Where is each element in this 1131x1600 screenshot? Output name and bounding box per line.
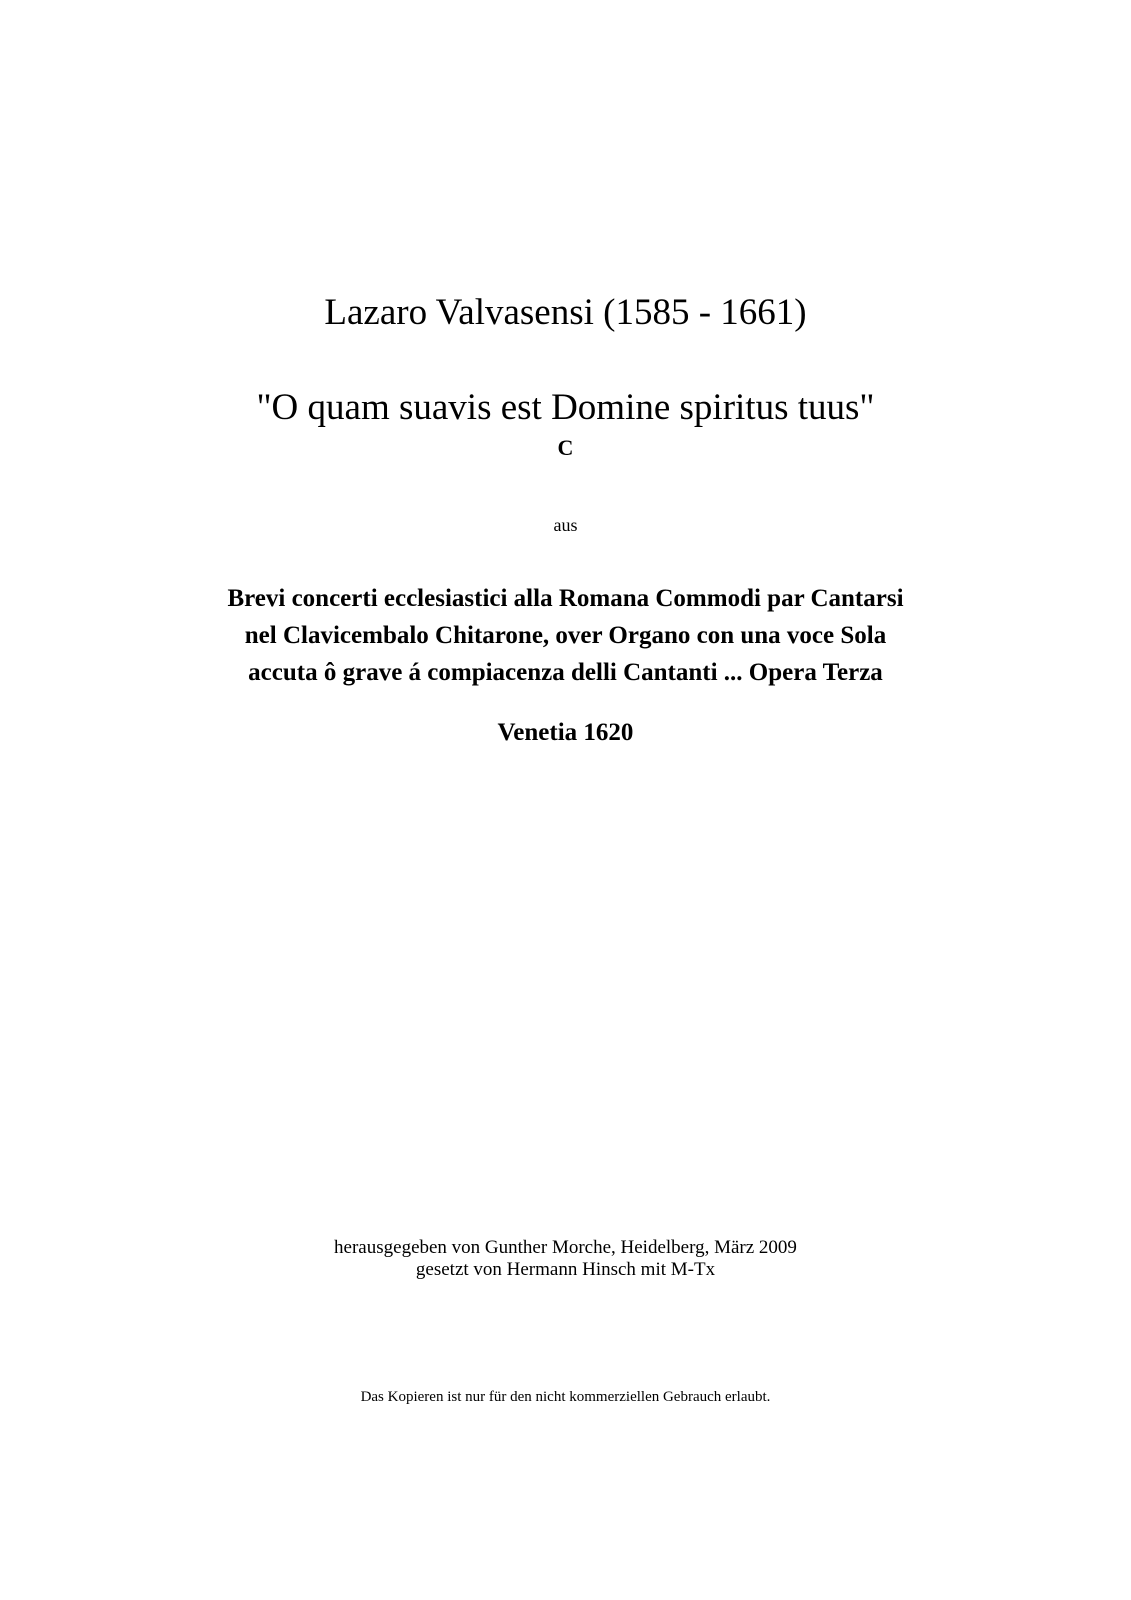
aus-label: aus [553,515,578,535]
copyright-notice: Das Kopieren ist nur für den nicht kommerziellen Gebrauch erlaubt. [360,1389,771,1405]
source-title-block [0,580,1131,691]
publication-place-date: Venetia 1620 [497,719,634,746]
source-title-line-1: Brevi concerti ecclesiastici alla Romana Commodi par Cantarsi [227,585,904,612]
voice-label: C [557,435,574,460]
editor-block [0,1237,1131,1281]
editor-line-2: gesetzt von Hermann Hinsch mit M-Tx [415,1259,716,1280]
composer-heading: Lazaro Valvasensi (1585 - 1661) [324,292,807,333]
editor-line-1: herausgegeben von Gunther Morche, Heidelberg, März 2009 [334,1237,797,1258]
source-title-line-3: accuta ô grave á compiacenza delli Cantanti ... Opera Terza [248,659,883,686]
work-title: "O quam suavis est Domine spiritus tuus" [256,387,875,428]
source-title-line-2: nel Clavicembalo Chitarone, over Organo con una voce Sola [244,622,887,649]
